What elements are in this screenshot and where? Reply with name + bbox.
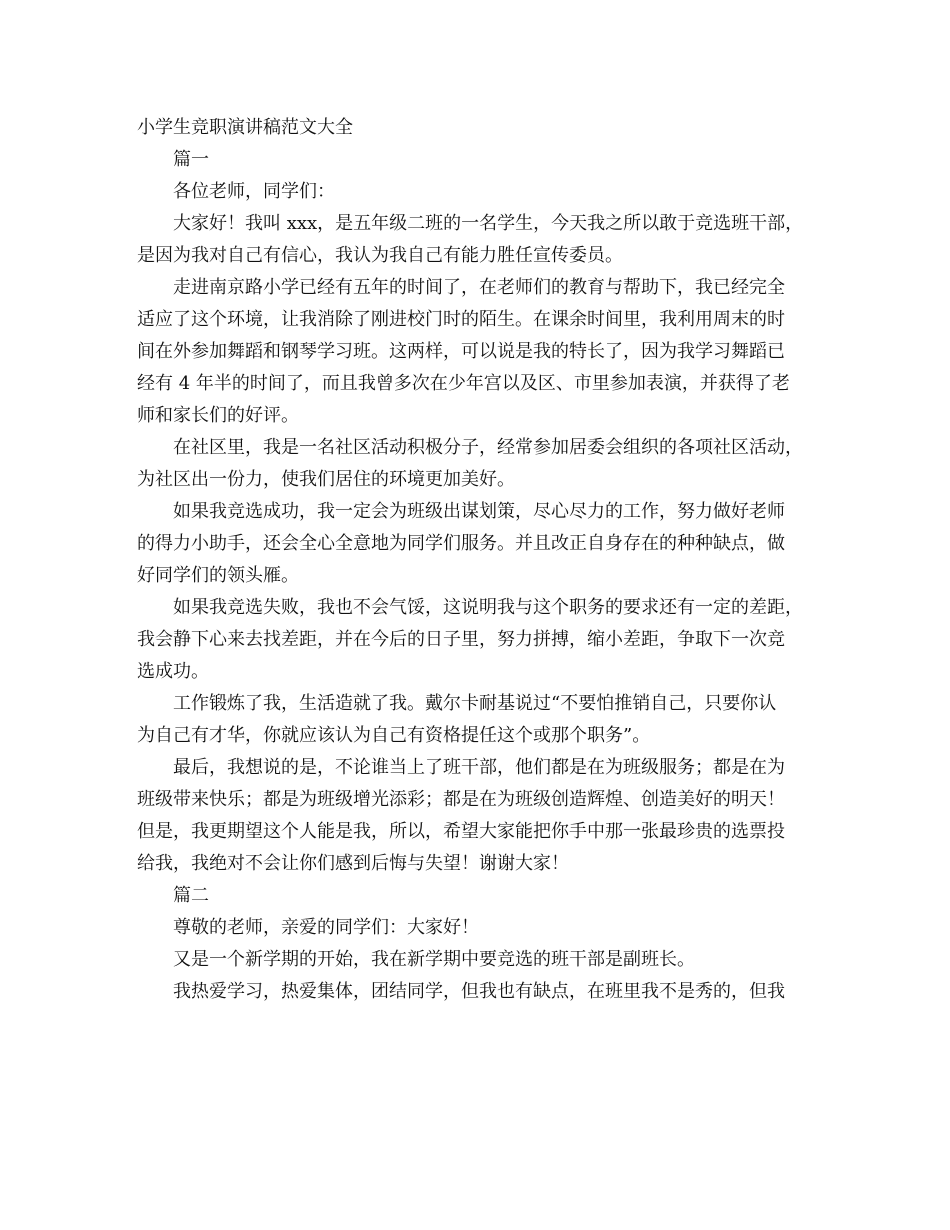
- paragraph: [137, 976, 827, 1008]
- paragraph-line: 又是一个新学期的开始，我在新学期中要竞选的班干部是副班长。: [173, 949, 695, 970]
- paragraph: [137, 912, 827, 944]
- paragraph-line: 间在外参加舞蹈和钢琴学习班。这两样，可以说是我的特长了，因为我学习舞蹈已: [137, 341, 785, 362]
- paragraph: [137, 208, 827, 272]
- paragraph: [137, 432, 827, 496]
- document-page: [137, 112, 827, 1008]
- paragraph-line: 师和家长们的好评。: [137, 405, 299, 426]
- paragraph-line: 选成功。: [137, 661, 209, 682]
- paragraph-line: 好同学们的领头雁。: [137, 565, 299, 586]
- paragraph-line: 但是，我更期望这个人能是我，所以，希望大家能把你手中那一张最珍贵的选票投: [137, 821, 785, 842]
- section-heading: 篇一: [173, 149, 209, 170]
- paragraph-line: 为自己有才华，你就应该认为自己有资格提任这个或那个职务”。: [137, 725, 651, 746]
- paragraph-line: 如果我竞选成功，我一定会为班级出谋划策，尽心尽力的工作，努力做好老师: [173, 501, 785, 522]
- paragraph: [137, 176, 827, 208]
- paragraph-line: 我热爱学习，热爱集体，团结同学，但我也有缺点，在班里我不是秀的，但我: [173, 981, 785, 1002]
- paragraph: [137, 752, 827, 880]
- section-heading: 篇二: [173, 885, 209, 906]
- document-title: 小学生竞职演讲稿范文大全: [137, 117, 353, 138]
- paragraph-line: 是因为我对自己有信心，我认为我自己有能力胜任宣传委员。: [137, 245, 623, 266]
- paragraph: [137, 944, 827, 976]
- paragraph-line: 尊敬的老师，亲爱的同学们：大家好！: [173, 917, 479, 938]
- paragraph-line: 走进南京路小学已经有五年的时间了，在老师们的教育与帮助下，我已经完全: [173, 277, 785, 298]
- paragraph: [137, 496, 827, 592]
- paragraph-line: 适应了这个环境，让我消除了刚进校门时的陌生。在课余时间里，我利用周末的时: [137, 309, 785, 330]
- paragraph-line: 各位老师，同学们：: [173, 181, 335, 202]
- paragraph-line: 经有 4 年半的时间了，而且我曾多次在少年宫以及区、市里参加表演，并获得了老: [137, 373, 790, 394]
- paragraph-line: 大家好！我叫 xxx，是五年级二班的一名学生，今天我之所以敢于竞选班干部，: [173, 213, 804, 234]
- paragraph: [137, 592, 827, 688]
- paragraph-line: 最后，我想说的是，不论谁当上了班干部，他们都是在为班级服务；都是在为: [173, 757, 785, 778]
- paragraph-line: 工作锻炼了我，生活造就了我。戴尔卡耐基说过“不要怕推销自己，只要你认: [173, 693, 777, 714]
- paragraph-line: 如果我竞选失败，我也不会气馁，这说明我与这个职务的要求还有一定的差距，: [173, 597, 803, 618]
- paragraph-line: 给我，我绝对不会让你们感到后悔与失望！谢谢大家！: [137, 853, 569, 874]
- paragraph-line: 为社区出一份力，使我们居住的环境更加美好。: [137, 469, 515, 490]
- paragraph-line: 在社区里，我是一名社区活动积极分子，经常参加居委会组织的各项社区活动，: [173, 437, 803, 458]
- paragraph-line: 班级带来快乐；都是为班级增光添彩；都是在为班级创造辉煌、创造美好的明天！: [137, 789, 785, 810]
- paragraph: [137, 272, 827, 432]
- paragraph-line: 我会静下心来去找差距，并在今后的日子里，努力拼搏，缩小差距，争取下一次竞: [137, 629, 785, 650]
- document-body: [137, 144, 827, 1008]
- paragraph-line: 的得力小助手，还会全心全意地为同学们服务。并且改正自身存在的种种缺点，做: [137, 533, 785, 554]
- paragraph: [137, 688, 827, 752]
